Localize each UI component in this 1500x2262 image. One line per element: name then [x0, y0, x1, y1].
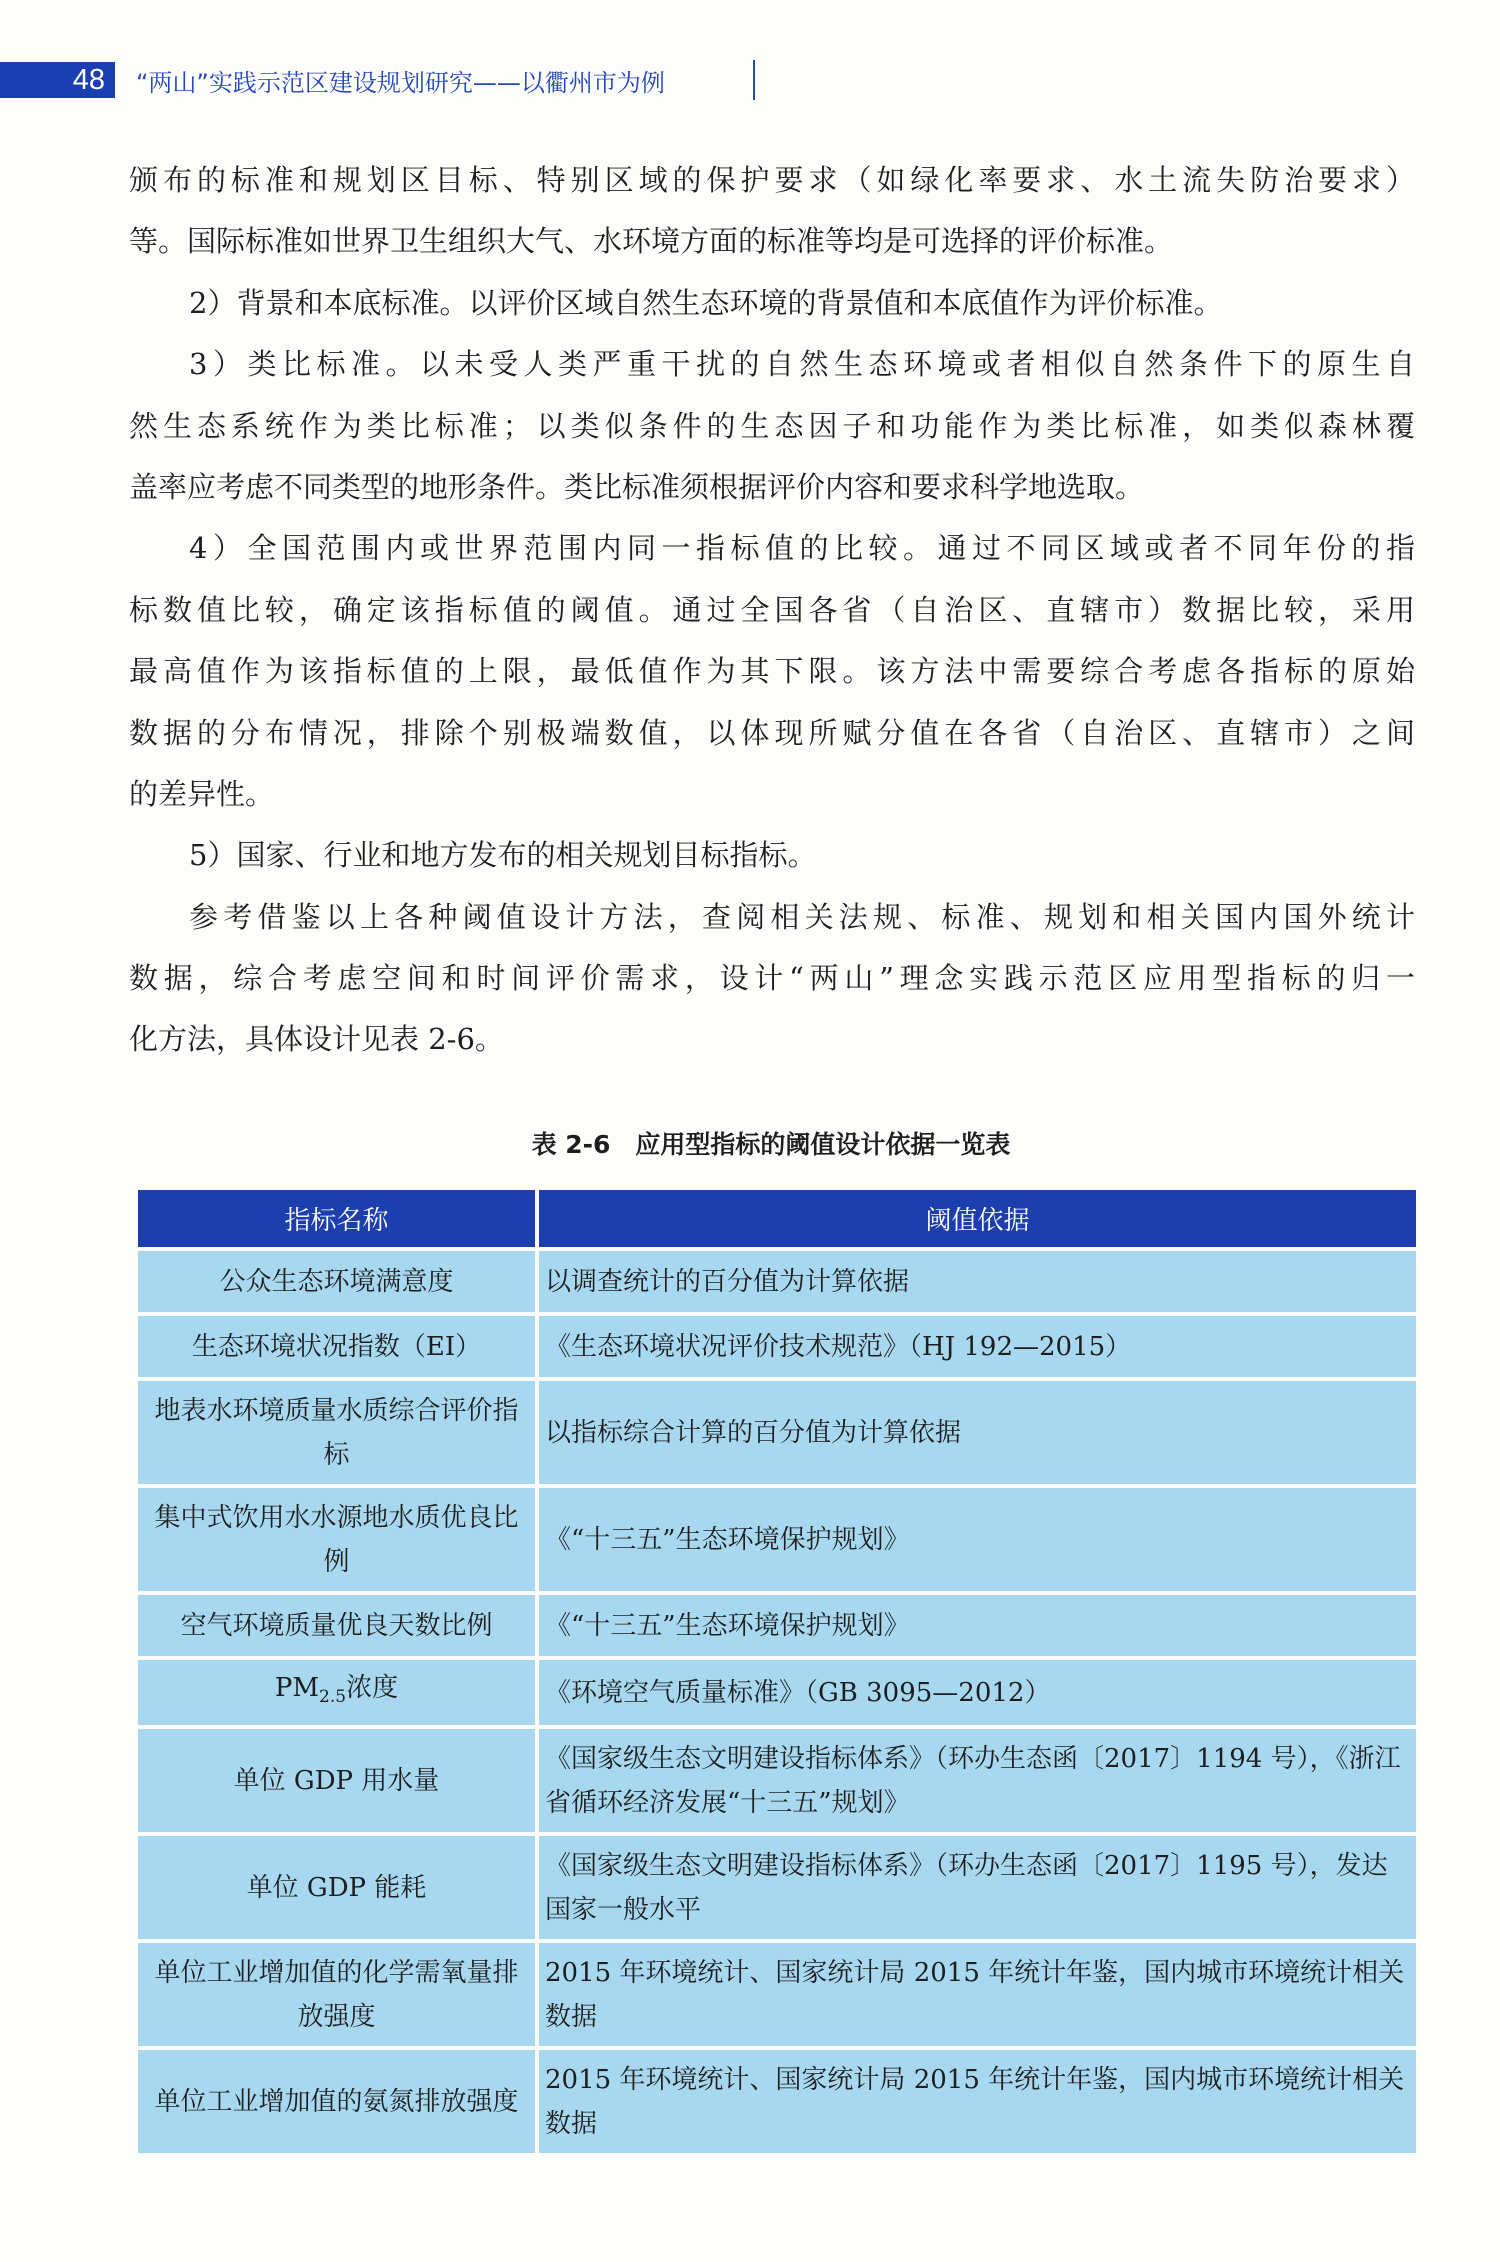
threshold-basis-table	[134, 1186, 1420, 2157]
table-row	[138, 1316, 1416, 1377]
threshold-basis-cell: 《“十三五”生态环境保护规划》	[539, 1595, 1416, 1656]
threshold-basis-cell: 《国家级生态文明建设指标体系》（环办生态函〔2017〕1194 号），《浙江省循环经济发展“十三五”规划》	[539, 1729, 1416, 1832]
indicator-name-part: 2.5	[319, 1687, 347, 1708]
threshold-basis-cell: 以指标综合计算的百分值为计算依据	[539, 1381, 1416, 1484]
threshold-basis-cell: 《国家级生态文明建设指标体系》（环办生态函〔2017〕1195 号），发达国家一般水平	[539, 1836, 1416, 1939]
table-row	[138, 1595, 1416, 1656]
body-text	[129, 150, 1415, 1071]
indicator-name-cell: 单位工业增加值的氨氮排放强度	[138, 2050, 535, 2153]
text-line: 最高值作为该指标值的上限，最低值作为其下限。该方法中需要综合考虑各指标的原始	[129, 654, 1415, 689]
text-line: 3）类比标准。以未受人类严重干扰的自然生态环境或者相似自然条件下的原生自	[189, 347, 1415, 382]
indicator-name-cell: 单位 GDP 能耗	[138, 1836, 535, 1939]
text-line: 数据，综合考虑空间和时间评价需求，设计“两山”理念实践示范区应用型指标的归一	[129, 961, 1415, 996]
text-line: 然生态系统作为类比标准；以类似条件的生态因子和功能作为类比标准，如类似森林覆	[129, 408, 1415, 443]
threshold-basis-cell: 2015 年环境统计、国家统计局 2015 年统计年鉴，国内城市环境统计相关数据	[539, 2050, 1416, 2153]
indicator-name-cell: 生态环境状况指数（EI）	[138, 1316, 535, 1377]
paragraph	[129, 518, 1415, 825]
text-line: 等。国际标准如世界卫生组织大气、水环境方面的标准等均是可选择的评价标准。	[129, 224, 1174, 259]
indicator-name-part: PM	[274, 1673, 320, 1703]
indicator-name-cell: 公众生态环境满意度	[138, 1251, 535, 1312]
threshold-basis-cell: 《环境空气质量标准》（GB 3095—2012）	[539, 1660, 1416, 1725]
table-row	[138, 2050, 1416, 2153]
text-line: 数据的分布情况，排除个别极端数值，以体现所赋分值在各省（自治区、直辖市）之间	[129, 715, 1415, 750]
text-line: 2）背景和本底标准。以评价区域自然生态环境的背景值和本底值作为评价标准。	[189, 285, 1223, 320]
table-row	[138, 1836, 1416, 1939]
table-row	[138, 1943, 1416, 2046]
header-divider	[753, 60, 755, 100]
page-number-badge	[0, 62, 115, 98]
paragraph	[129, 825, 1415, 886]
indicator-name-part: 浓度	[346, 1673, 399, 1703]
indicator-name-cell: 地表水环境质量水质综合评价指标	[138, 1381, 535, 1484]
text-line: 5）国家、行业和地方发布的相关规划目标指标。	[189, 838, 817, 873]
header-threshold-basis: 阈值依据	[539, 1190, 1416, 1247]
text-line: 的差异性。	[129, 776, 275, 811]
table-row	[138, 1488, 1416, 1591]
table-row	[138, 1660, 1416, 1725]
table-header-row	[138, 1190, 1416, 1247]
running-header-title: “两山”实践示范区建设规划研究——以衢州市为例	[136, 69, 665, 97]
text-line: 颁布的标准和规划区目标、特别区域的保护要求（如绿化率要求、水土流失防治要求）	[129, 163, 1415, 197]
table-row	[138, 1381, 1416, 1484]
threshold-basis-cell: 2015 年环境统计、国家统计局 2015 年统计年鉴，国内城市环境统计相关数据	[539, 1943, 1416, 2046]
page-number: 48	[72, 64, 105, 96]
paragraph	[129, 887, 1415, 1071]
table-row	[138, 1729, 1416, 1832]
table-row	[138, 1251, 1416, 1312]
text-line: 盖率应考虑不同类型的地形条件。类比标准须根据评价内容和要求科学地选取。	[129, 469, 1145, 504]
threshold-basis-cell: 以调查统计的百分值为计算依据	[539, 1251, 1416, 1312]
text-line: 参考借鉴以上各种阈值设计方法，查阅相关法规、标准、规划和相关国内国外统计	[189, 899, 1415, 934]
indicator-name-cell: 单位 GDP 用水量	[138, 1729, 535, 1832]
text-line: 标数值比较，确定该指标值的阈值。通过全国各省（自治区、直辖市）数据比较，采用	[129, 592, 1415, 627]
paragraph	[129, 334, 1415, 518]
indicator-name-cell: 空气环境质量优良天数比例	[138, 1595, 535, 1656]
text-line: 4）全国范围内或世界范围内同一指标值的比较。通过不同区域或者不同年份的指	[189, 531, 1415, 566]
paragraph	[129, 150, 1415, 273]
paragraph	[129, 273, 1415, 334]
indicator-name-cell	[138, 1660, 535, 1725]
threshold-basis-cell: 《生态环境状况评价技术规范》（HJ 192—2015）	[539, 1316, 1416, 1377]
threshold-basis-cell: 《“十三五”生态环境保护规划》	[539, 1488, 1416, 1591]
header-indicator-name: 指标名称	[138, 1190, 535, 1247]
table-caption: 表 2-6 应用型指标的阈值设计依据一览表	[531, 1130, 1011, 1159]
indicator-name-cell: 集中式饮用水水源地水质优良比例	[138, 1488, 535, 1591]
text-line: 化方法，具体设计见表 2-6。	[129, 1022, 504, 1057]
indicator-name-cell: 单位工业增加值的化学需氧量排放强度	[138, 1943, 535, 2046]
